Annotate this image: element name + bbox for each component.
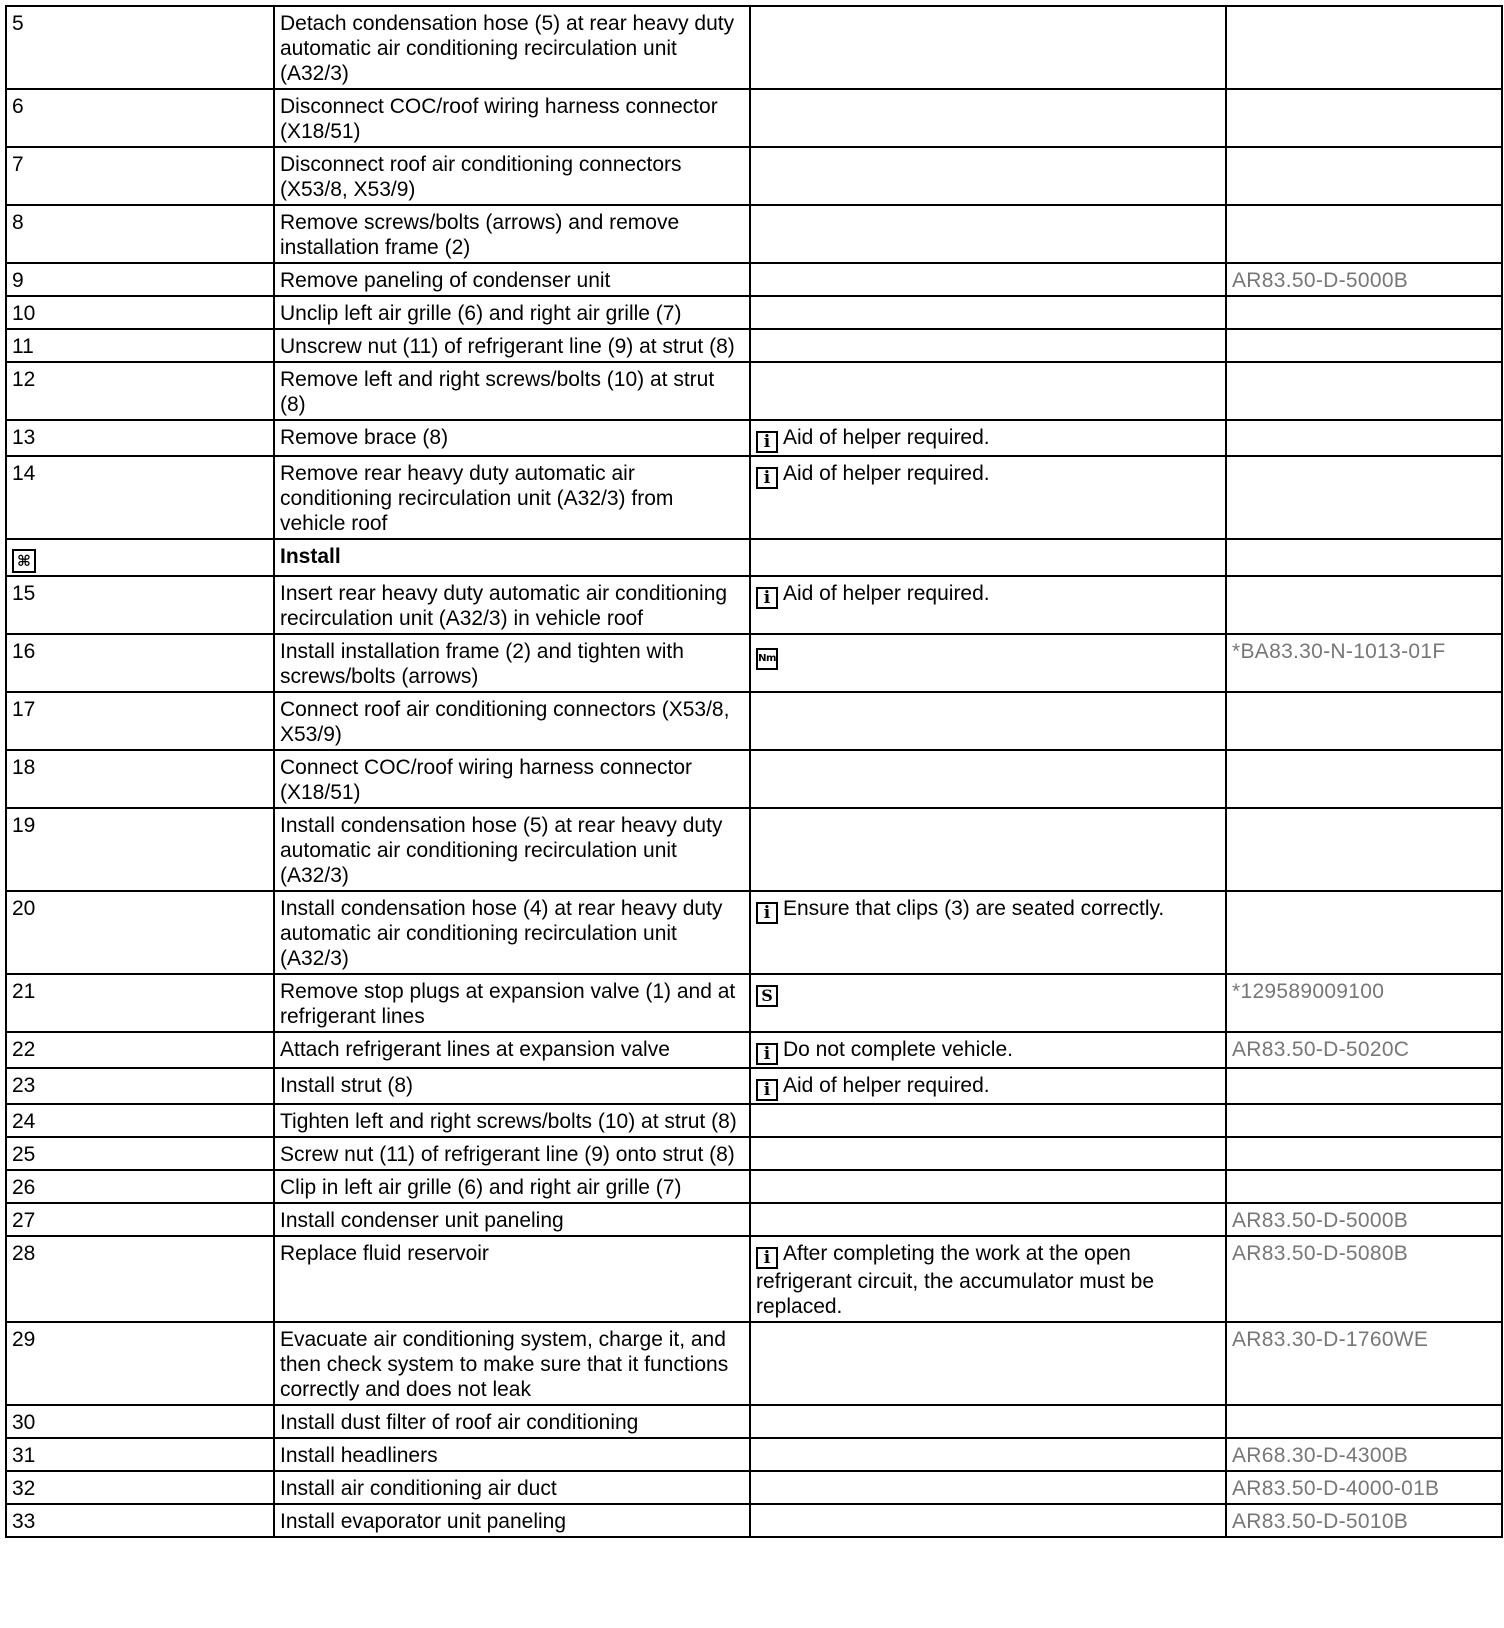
step-row (6, 263, 1502, 296)
step-action: Install evaporator unit paneling (274, 1504, 750, 1537)
step-number-cell (6, 692, 274, 750)
step-number: 10 (12, 302, 36, 325)
step-number: 9 (12, 269, 24, 292)
step-number-cell (6, 205, 274, 263)
step-number-cell (6, 1236, 274, 1322)
step-action: Install condensation hose (4) at rear heavy duty automatic air conditioning recirculation unit (A32/3) (274, 891, 750, 974)
step-number: 29 (12, 1328, 36, 1351)
step-number-cell (6, 1405, 274, 1438)
step-note-cell (750, 296, 1226, 329)
step-number: 32 (12, 1477, 36, 1500)
step-reference-link (1226, 296, 1502, 329)
step-row (6, 634, 1502, 692)
step-note-cell (750, 1322, 1226, 1405)
step-note-cell (750, 1170, 1226, 1203)
step-row (6, 1438, 1502, 1471)
step-action: Install headliners (274, 1438, 750, 1471)
step-reference-link (1226, 891, 1502, 974)
step-reference-link (1226, 420, 1502, 456)
step-reference-link (1226, 1405, 1502, 1438)
info-icon: i (756, 431, 778, 453)
step-reference-link (1226, 1104, 1502, 1137)
step-reference-link[interactable]: *BA83.30-N-1013-01F (1226, 634, 1502, 692)
step-reference-link (1226, 750, 1502, 808)
step-reference-link[interactable]: AR83.50-D-5000B (1226, 263, 1502, 296)
step-number-cell (6, 750, 274, 808)
install-section-icon: ⌘ (12, 549, 36, 573)
step-reference-link[interactable]: AR83.50-D-4000-01B (1226, 1471, 1502, 1504)
step-number-cell (6, 1068, 274, 1104)
step-number-cell (6, 1438, 274, 1471)
step-number-cell (6, 420, 274, 456)
step-note-cell (750, 205, 1226, 263)
step-row (6, 420, 1502, 456)
step-action: Install condensation hose (5) at rear heavy duty automatic air conditioning recirculation unit (A32/3) (274, 808, 750, 891)
step-number: 21 (12, 980, 36, 1003)
step-action: Connect roof air conditioning connectors (X53/8, X53/9) (274, 692, 750, 750)
step-action: Remove stop plugs at expansion valve (1) and at refrigerant lines (274, 974, 750, 1032)
step-number: 5 (12, 12, 24, 35)
step-reference-link (1226, 692, 1502, 750)
special-tool-icon: S (756, 985, 778, 1007)
step-note-cell (750, 1236, 1226, 1322)
step-action: Remove brace (8) (274, 420, 750, 456)
step-reference-link[interactable]: *129589009100 (1226, 974, 1502, 1032)
step-action: Insert rear heavy duty automatic air conditioning recirculation unit (A32/3) in vehicle roof (274, 576, 750, 634)
step-reference-link (1226, 362, 1502, 420)
step-row (6, 692, 1502, 750)
step-number: 27 (12, 1209, 36, 1232)
step-row (6, 296, 1502, 329)
step-reference-link (1226, 6, 1502, 89)
step-number: 17 (12, 698, 36, 721)
step-note-cell (750, 6, 1226, 89)
step-row (6, 329, 1502, 362)
step-number: 19 (12, 814, 36, 837)
step-number-cell (6, 263, 274, 296)
step-number: 30 (12, 1411, 36, 1434)
step-reference-link (1226, 147, 1502, 205)
step-note-cell (750, 1068, 1226, 1104)
step-action: Remove rear heavy duty automatic air conditioning recirculation unit (A32/3) from vehicle roof (274, 456, 750, 539)
step-number-cell (6, 576, 274, 634)
step-action: Tighten left and right screws/bolts (10) at strut (8) (274, 1104, 750, 1137)
step-note-cell (750, 1203, 1226, 1236)
step-reference-link (1226, 329, 1502, 362)
info-icon: i (756, 1043, 778, 1065)
step-action: Remove screws/bolts (arrows) and remove installation frame (2) (274, 205, 750, 263)
step-action: Unclip left air grille (6) and right air grille (7) (274, 296, 750, 329)
step-note-cell (750, 1504, 1226, 1537)
step-row (6, 1504, 1502, 1537)
step-number-cell (6, 808, 274, 891)
step-number-cell (6, 1137, 274, 1170)
step-number: 26 (12, 1176, 36, 1199)
step-row (6, 205, 1502, 263)
step-action: Unscrew nut (11) of refrigerant line (9) at strut (8) (274, 329, 750, 362)
step-number-cell (6, 1032, 274, 1068)
step-note-cell (750, 362, 1226, 420)
step-note-cell (750, 576, 1226, 634)
step-number-cell (6, 1504, 274, 1537)
info-icon: i (756, 587, 778, 609)
step-action: Attach refrigerant lines at expansion valve (274, 1032, 750, 1068)
step-row (6, 750, 1502, 808)
torque-nm-icon: Nm (756, 648, 778, 670)
step-number: 24 (12, 1110, 36, 1133)
work-steps-table (5, 5, 1503, 1538)
step-row (6, 891, 1502, 974)
step-number: 23 (12, 1074, 36, 1097)
step-reference-link (1226, 539, 1502, 576)
step-number: 7 (12, 153, 24, 176)
step-action: Detach condensation hose (5) at rear heavy duty automatic air conditioning recirculation unit (A32/3) (274, 6, 750, 89)
step-note-cell (750, 420, 1226, 456)
step-action: Connect COC/roof wiring harness connector (X18/51) (274, 750, 750, 808)
step-reference-link (1226, 576, 1502, 634)
step-number: 12 (12, 368, 36, 391)
step-reference-link (1226, 456, 1502, 539)
work-steps-body (6, 6, 1502, 1537)
step-number-cell (6, 147, 274, 205)
step-note: Ensure that clips (3) are seated correctly. (783, 897, 1165, 920)
step-number: 11 (12, 335, 34, 358)
step-note: After completing the work at the open refrigerant circuit, the accumulator must be replaced. (756, 1242, 1154, 1318)
step-note-cell (750, 89, 1226, 147)
step-note-cell (750, 974, 1226, 1032)
step-row (6, 1236, 1502, 1322)
step-reference-link[interactable]: AR83.50-D-5020C (1226, 1032, 1502, 1068)
step-number: 33 (12, 1510, 36, 1533)
step-note-cell (750, 1032, 1226, 1068)
step-action: Remove left and right screws/bolts (10) at strut (8) (274, 362, 750, 420)
step-note-cell (750, 1104, 1226, 1137)
step-number: 31 (12, 1444, 36, 1467)
step-row (6, 1104, 1502, 1137)
step-row (6, 1405, 1502, 1438)
step-number-cell (6, 1322, 274, 1405)
step-reference-link (1226, 205, 1502, 263)
step-action: Disconnect roof air conditioning connectors (X53/8, X53/9) (274, 147, 750, 205)
step-row (6, 6, 1502, 89)
step-action: Replace fluid reservoir (274, 1236, 750, 1322)
step-number: 18 (12, 756, 36, 779)
step-reference-link (1226, 808, 1502, 891)
step-note: Aid of helper required. (783, 1074, 990, 1097)
step-number-cell (6, 1104, 274, 1137)
step-row (6, 808, 1502, 891)
step-number-cell (6, 974, 274, 1032)
step-number: 8 (12, 211, 24, 234)
section-title: Install (274, 539, 750, 576)
step-row (6, 1322, 1502, 1405)
step-action: Screw nut (11) of refrigerant line (9) onto strut (8) (274, 1137, 750, 1170)
step-note: Do not complete vehicle. (783, 1038, 1013, 1061)
step-row (6, 1203, 1502, 1236)
step-action: Remove paneling of condenser unit (274, 263, 750, 296)
step-row (6, 456, 1502, 539)
step-action: Install condenser unit paneling (274, 1203, 750, 1236)
step-note-cell (750, 750, 1226, 808)
section-row-install (6, 539, 1502, 576)
step-row (6, 1471, 1502, 1504)
step-action: Install dust filter of roof air conditioning (274, 1405, 750, 1438)
step-row (6, 576, 1502, 634)
step-number: 13 (12, 426, 36, 449)
step-reference-link[interactable]: AR83.50-D-5000B (1226, 1203, 1502, 1236)
step-row (6, 1137, 1502, 1170)
step-note-cell (750, 329, 1226, 362)
step-number-cell (6, 6, 274, 89)
step-note-cell (750, 539, 1226, 576)
step-note-cell (750, 1137, 1226, 1170)
step-action: Install strut (8) (274, 1068, 750, 1104)
step-row (6, 1068, 1502, 1104)
step-note-cell (750, 1471, 1226, 1504)
step-row (6, 974, 1502, 1032)
step-number-cell (6, 362, 274, 420)
step-reference-link (1226, 89, 1502, 147)
step-number-cell (6, 329, 274, 362)
step-reference-link (1226, 1137, 1502, 1170)
step-action: Install air conditioning air duct (274, 1471, 750, 1504)
step-note: Aid of helper required. (783, 582, 990, 605)
step-row (6, 147, 1502, 205)
step-row (6, 1170, 1502, 1203)
step-note-cell (750, 891, 1226, 974)
step-reference-link[interactable]: AR83.50-D-5080B (1226, 1236, 1502, 1322)
step-number: 16 (12, 640, 36, 663)
step-action: Clip in left air grille (6) and right air grille (7) (274, 1170, 750, 1203)
step-number-cell (6, 456, 274, 539)
step-number: 14 (12, 462, 36, 485)
step-note-cell (750, 147, 1226, 205)
step-number-cell (6, 296, 274, 329)
step-row (6, 362, 1502, 420)
step-note-cell (750, 634, 1226, 692)
step-row (6, 89, 1502, 147)
step-note-cell (750, 1405, 1226, 1438)
step-reference-link (1226, 1068, 1502, 1104)
step-note-cell (750, 456, 1226, 539)
info-icon: i (756, 902, 778, 924)
step-reference-link[interactable]: AR83.30-D-1760WE (1226, 1322, 1502, 1405)
step-number-cell (6, 539, 274, 576)
step-number: 25 (12, 1143, 36, 1166)
info-icon: i (756, 467, 778, 489)
step-action: Disconnect COC/roof wiring harness connector (X18/51) (274, 89, 750, 147)
step-number: 15 (12, 582, 36, 605)
step-number-cell (6, 891, 274, 974)
step-action: Evacuate air conditioning system, charge it, and then check system to make sure that it functions correctly and does not leak (274, 1322, 750, 1405)
step-note-cell (750, 1438, 1226, 1471)
step-number-cell (6, 1471, 274, 1504)
step-note-cell (750, 263, 1226, 296)
info-icon: i (756, 1247, 778, 1269)
step-note-cell (750, 808, 1226, 891)
step-number-cell (6, 89, 274, 147)
step-number: 6 (12, 95, 24, 118)
step-note: Aid of helper required. (783, 426, 990, 449)
step-reference-link (1226, 1170, 1502, 1203)
step-row (6, 1032, 1502, 1068)
info-icon: i (756, 1079, 778, 1101)
step-note: Aid of helper required. (783, 462, 990, 485)
step-reference-link[interactable]: AR68.30-D-4300B (1226, 1438, 1502, 1471)
step-number: 28 (12, 1242, 36, 1265)
step-note-cell (750, 692, 1226, 750)
step-reference-link[interactable]: AR83.50-D-5010B (1226, 1504, 1502, 1537)
step-number: 20 (12, 897, 36, 920)
step-number: 22 (12, 1038, 36, 1061)
step-number-cell (6, 1203, 274, 1236)
step-action: Install installation frame (2) and tighten with screws/bolts (arrows) (274, 634, 750, 692)
step-number-cell (6, 634, 274, 692)
step-number-cell (6, 1170, 274, 1203)
